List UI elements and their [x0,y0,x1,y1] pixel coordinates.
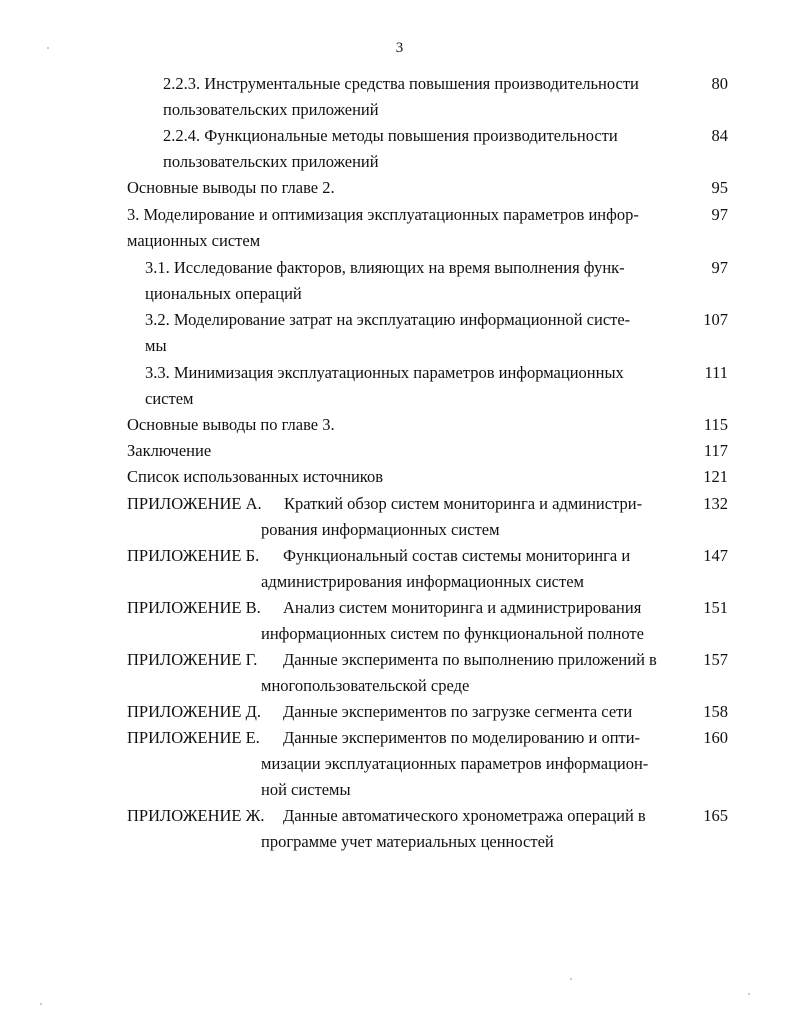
toc-page-number: 151 [703,598,728,617]
toc-page-number: 107 [703,310,728,329]
toc-entry-title: Заключение [127,441,212,460]
toc-appendix-label: ПРИЛОЖЕНИЕ Ж. [127,806,265,825]
toc-page-number: 84 [711,126,728,145]
toc-entry-title: Данные эксперимента по выполнению приложений в [283,650,657,669]
toc-entry-title: Список использованных источников [127,467,383,486]
toc-appendix-label: ПРИЛОЖЕНИЕ Д. [127,702,261,721]
toc-entry-title: 2.2.4. Функциональные методы повышения производительности [163,126,618,145]
toc-page-number: 121 [703,467,728,486]
toc-page-number: 97 [711,258,728,277]
toc-page-number: 97 [711,205,728,224]
toc-entry-title: Функциональный состав системы мониторинга и [283,546,631,565]
toc-entry-title-cont: мы [145,336,167,355]
toc-page-number: 132 [703,494,728,513]
toc-entry-title: 2.2.3. Инструментальные средства повышения производительности [163,74,639,93]
toc-entry-title: Данные экспериментов по моделированию и опти- [283,728,641,747]
toc-appendix-label: ПРИЛОЖЕНИЕ Е. [127,728,260,747]
toc-entry-title: Основные выводы по главе 3. [127,415,335,434]
toc-entry-title-cont: циональных операций [145,284,302,303]
toc-entry-title: Анализ систем мониторинга и администрирования [283,598,642,617]
toc-entry-title-cont: ной системы [261,780,351,799]
toc-entry-title-cont: пользовательских приложений [163,100,379,119]
toc-appendix-label: ПРИЛОЖЕНИЕ В. [127,598,261,617]
toc-entry-title-cont: администрирования информационных систем [261,572,584,591]
toc-entry-title-cont: рования информационных систем [261,520,500,539]
scan-speck [47,47,49,49]
toc-page-number: 115 [703,415,728,434]
toc-entry-title-cont: программе учет материальных ценностей [261,832,554,851]
toc-page-number: 111 [704,363,728,382]
page-number: 3 [395,40,404,56]
toc-entry-title: Данные экспериментов по загрузке сегмента сети [283,702,633,721]
scan-speck [570,978,572,980]
toc-entry-title: Краткий обзор систем мониторинга и администри- [284,494,643,513]
scan-speck [40,1003,42,1005]
toc-page-number: 160 [703,728,728,747]
toc-entry-title-cont: пользовательских приложений [163,152,379,171]
toc-page-number: 147 [703,546,728,565]
toc-entry-title: 3. Моделирование и оптимизация эксплуатационных параметров инфор- [127,205,639,224]
toc-page-number: 165 [703,806,728,825]
toc-entry-title: 3.3. Минимизация эксплуатационных параметров информационных [145,363,624,382]
toc-entry-title-cont: систем [145,389,194,408]
toc-page-number: 80 [711,74,728,93]
toc-page-number: 95 [711,178,728,197]
toc-entry-title-cont: многопользовательской среде [261,676,470,695]
toc-appendix-label: ПРИЛОЖЕНИЕ А. [127,494,262,513]
toc-page-number: 117 [703,441,728,460]
toc-page-number: 158 [703,702,728,721]
toc-entry-title-cont: мизации эксплуатационных параметров информацион- [261,754,649,773]
toc-appendix-label: ПРИЛОЖЕНИЕ Б. [127,546,260,565]
toc-page-number: 157 [703,650,728,669]
toc-entry-title: Данные автоматического хронометража операций в [283,806,646,825]
toc-entry-title: 3.2. Моделирование затрат на эксплуатацию информационной систе- [145,310,631,329]
toc-entry-title-cont: информационных систем по функциональной полноте [261,624,644,643]
toc-entry-title: Основные выводы по главе 2. [127,178,335,197]
toc-entry-title: 3.1. Исследование факторов, влияющих на время выполнения функ- [145,258,625,277]
scan-speck [748,993,750,995]
toc-appendix-label: ПРИЛОЖЕНИЕ Г. [127,650,258,669]
toc-entry-title-cont: мационных систем [127,231,261,250]
